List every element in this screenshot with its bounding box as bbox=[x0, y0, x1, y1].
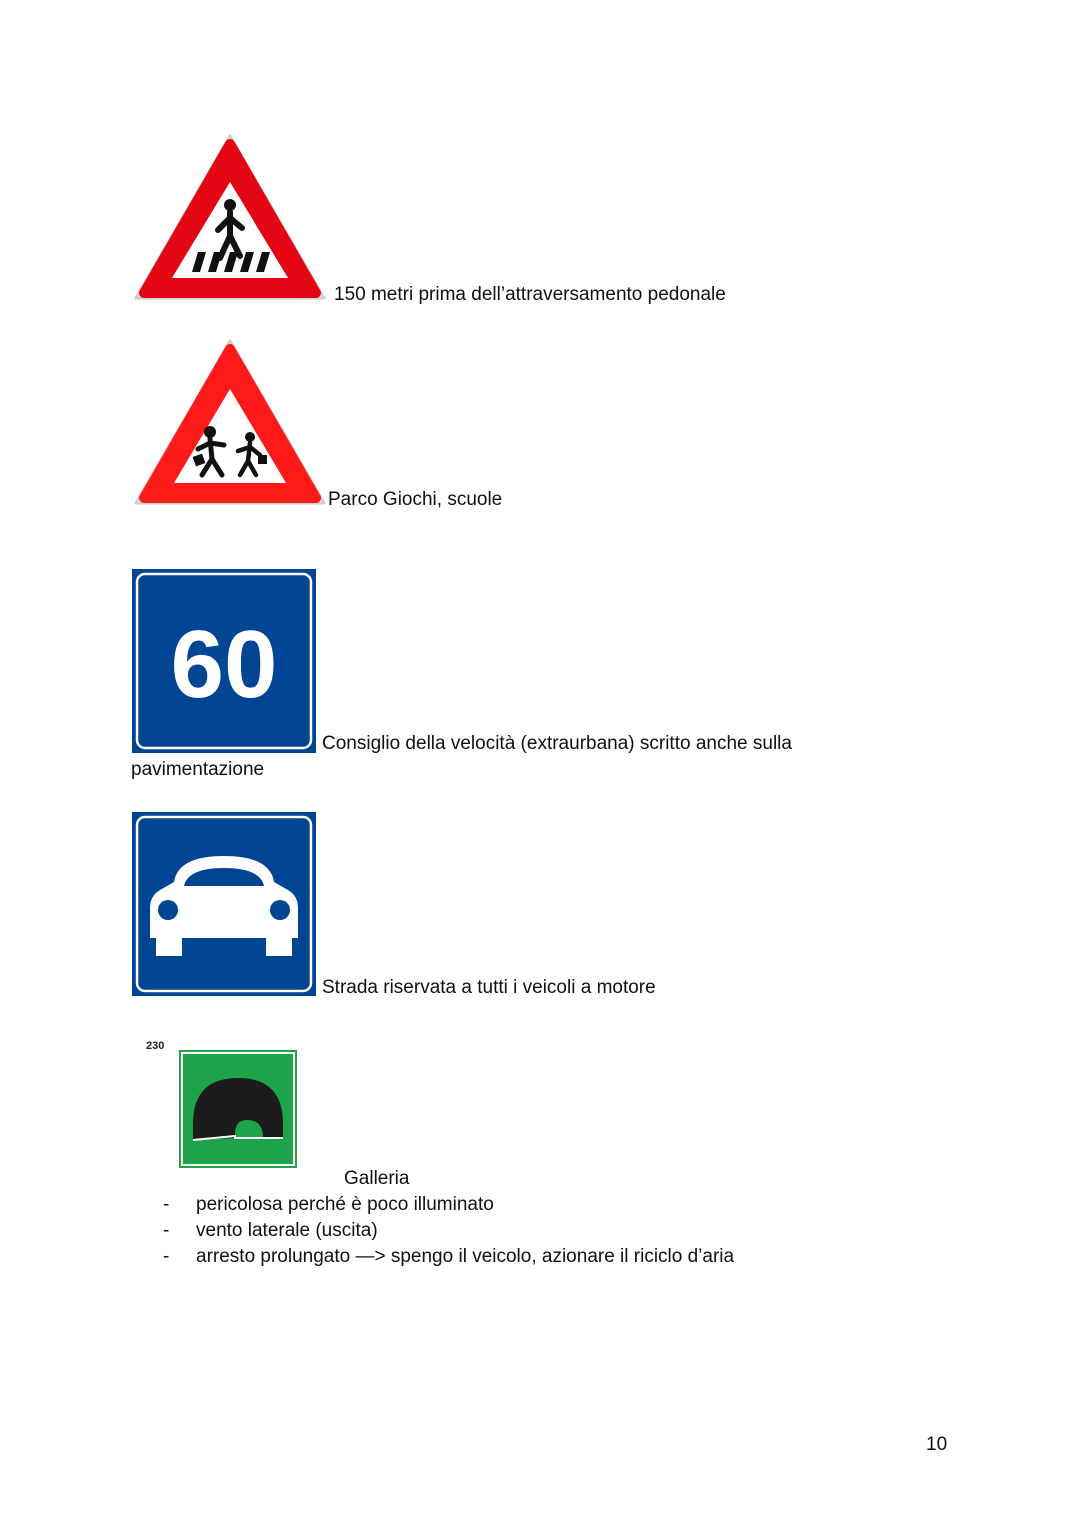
bullet-marker: - bbox=[163, 1246, 170, 1267]
sign-caption-pedestrian-crossing: 150 metri prima dell’attraversamento pedonale bbox=[334, 284, 726, 305]
sign-caption-motor-vehicles: Strada riservata a tutti i veicoli a motore bbox=[322, 977, 656, 998]
bullet-text: vento laterale (uscita) bbox=[196, 1220, 378, 1241]
bullet-text: arresto prolungato —> spengo il veicolo, azionare il riciclo d’aria bbox=[196, 1246, 735, 1267]
page-number: 10 bbox=[926, 1434, 948, 1455]
sign-caption-speed-advice-line2: pavimentazione bbox=[131, 759, 265, 780]
speed-advice-sign bbox=[132, 569, 316, 753]
list-item bbox=[0, 1246, 1080, 1272]
sign-caption-children: Parco Giochi, scuole bbox=[328, 489, 503, 510]
pedestrian-crossing-warning-icon bbox=[132, 132, 328, 304]
tunnel-bullet-list bbox=[0, 1194, 1080, 1272]
pedestrian-crossing-sign bbox=[132, 132, 328, 304]
motor-vehicles-sign bbox=[132, 812, 316, 996]
bullet-text: pericolosa perché è poco illuminato bbox=[196, 1194, 494, 1215]
tunnel-sign-icon bbox=[179, 1050, 297, 1168]
sign-caption-tunnel: Galleria bbox=[344, 1168, 410, 1189]
motor-vehicles-road-sign-icon bbox=[132, 812, 316, 996]
sign-caption-speed-advice-line1: Consiglio della velocità (extraurbana) scritto anche sulla bbox=[322, 733, 792, 754]
speed-advice-60-sign-icon bbox=[132, 569, 316, 753]
sign-number-label: 230 bbox=[146, 1040, 165, 1052]
speed-value-text: 60 bbox=[170, 611, 278, 718]
list-item bbox=[0, 1194, 1080, 1220]
list-item bbox=[0, 1220, 1080, 1246]
tunnel-sign bbox=[179, 1050, 297, 1168]
bullet-marker: - bbox=[163, 1194, 170, 1215]
bullet-marker: - bbox=[163, 1220, 170, 1241]
children-crossing-sign bbox=[132, 337, 328, 509]
children-crossing-warning-icon bbox=[132, 337, 328, 509]
